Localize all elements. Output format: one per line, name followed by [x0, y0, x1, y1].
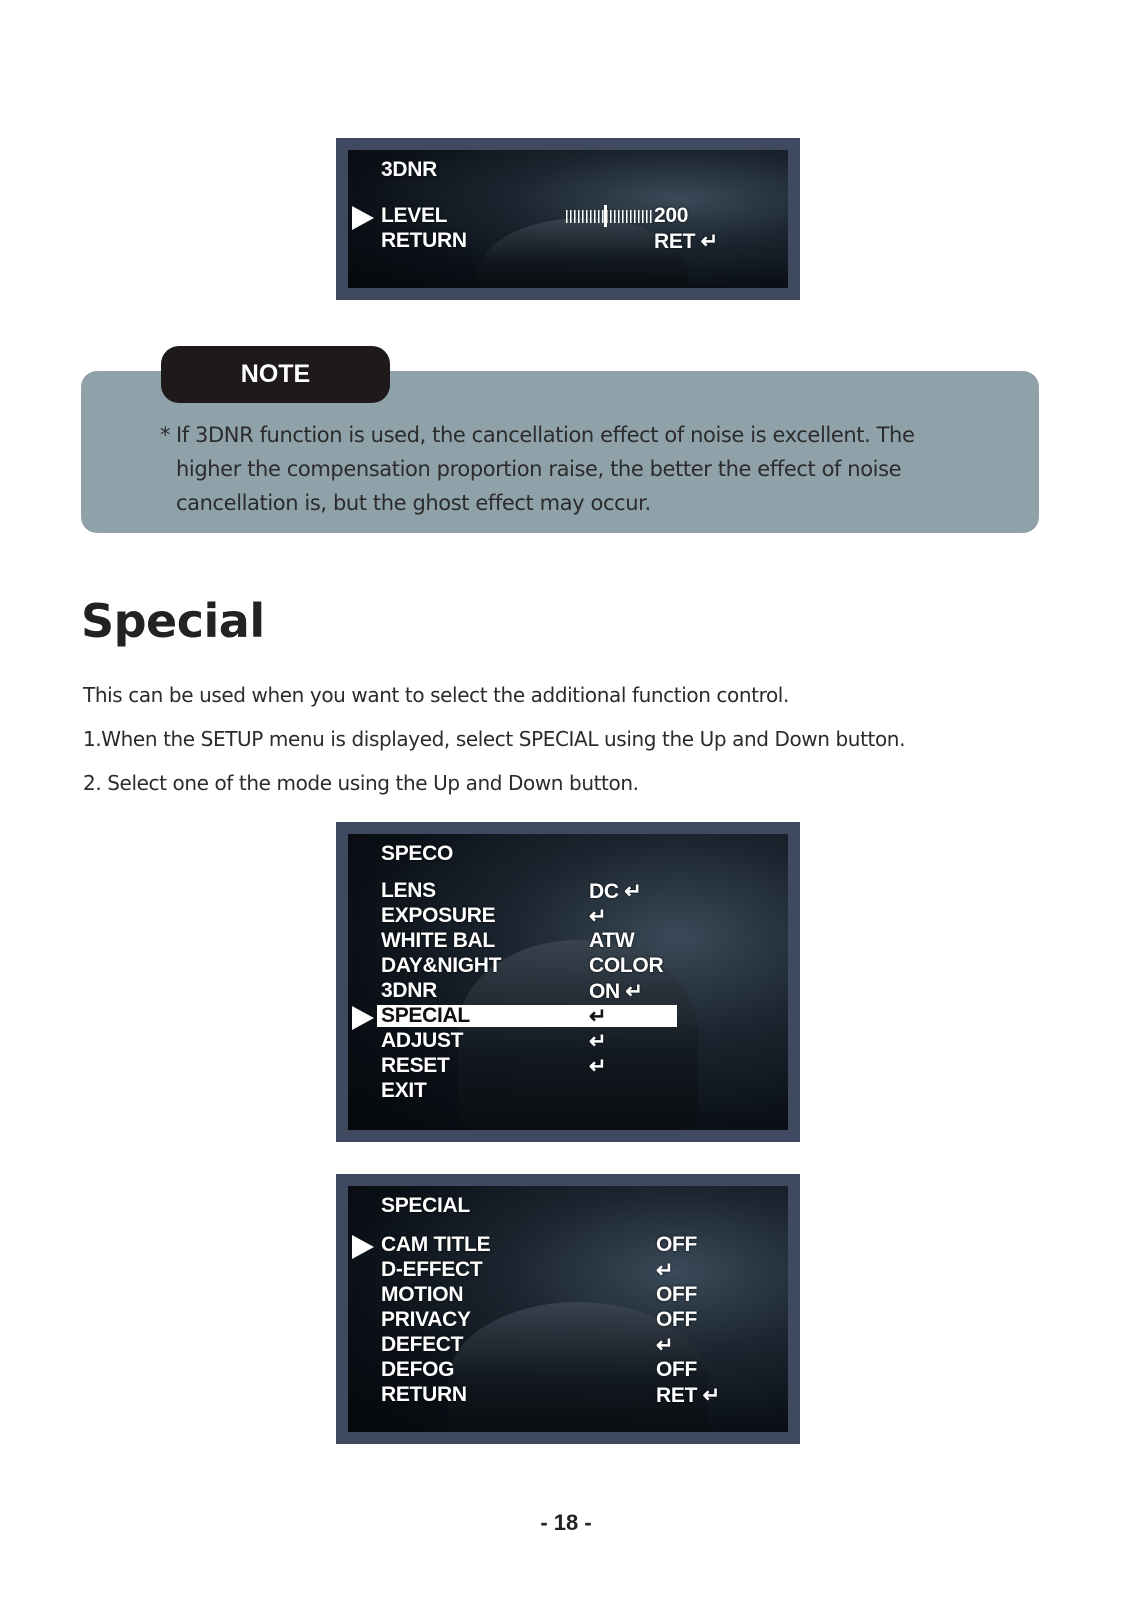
osd-3dnr-title: 3DNR	[381, 158, 437, 181]
osd-special-value-defect: ↵	[656, 1334, 674, 1357]
osd-special-label-privacy: PRIVACY	[381, 1308, 471, 1331]
osd-speco-value-special: ↵	[589, 1005, 607, 1028]
osd-special-value-cam-title: OFF	[656, 1233, 698, 1256]
level-slider-knob	[604, 205, 607, 227]
osd-speco-label-special: SPECIAL	[381, 1004, 470, 1027]
osd-special-label-defog: DEFOG	[381, 1358, 455, 1381]
osd-speco-label-day-night: DAY&NIGHT	[381, 954, 502, 977]
osd-speco-value-day-night: COLOR	[589, 954, 664, 977]
cursor-arrow-icon	[352, 206, 374, 230]
osd-speco-value-lens: DC ↵	[589, 880, 642, 903]
osd-speco-value-reset: ↵	[589, 1055, 607, 1078]
note-marker: *	[160, 423, 171, 447]
osd-3dnr-row-return	[348, 229, 788, 254]
osd-3dnr-row-level	[348, 204, 788, 229]
osd-speco-label-lens: LENS	[381, 879, 436, 902]
note-text	[160, 418, 980, 520]
osd-special-background	[348, 1186, 788, 1432]
osd-special-value-privacy: OFF	[656, 1308, 698, 1331]
osd-special-row-defect	[348, 1333, 788, 1358]
osd-speco-row-adjust	[348, 1029, 788, 1054]
section-line-2: 1.When the SETUP menu is displayed, select SPECIAL using the Up and Down button.	[83, 727, 906, 751]
cursor-arrow-icon	[352, 1006, 374, 1030]
note-body: If 3DNR function is used, the cancellation effect of noise is excellent. The higher the compensation proportion raise, the better the effect of noise cancellation is, but the ghost effect may occur.	[176, 423, 915, 515]
osd-speco-screen	[336, 822, 800, 1142]
osd-speco-label-3dnr: 3DNR	[381, 979, 437, 1002]
osd-special-value-defog: OFF	[656, 1358, 698, 1381]
osd-3dnr-label-level: LEVEL	[381, 204, 448, 227]
osd-speco-value-white-bal: ATW	[589, 929, 635, 952]
osd-special-value-motion: OFF	[656, 1283, 698, 1306]
osd-special-label-defect: DEFECT	[381, 1333, 464, 1356]
osd-speco-value-3dnr: ON ↵	[589, 980, 643, 1003]
osd-special-row-privacy	[348, 1308, 788, 1333]
osd-speco-row-reset	[348, 1054, 788, 1079]
page-number: - 18 -	[540, 1510, 592, 1535]
osd-special-label-motion: MOTION	[381, 1283, 464, 1306]
osd-speco-label-reset: RESET	[381, 1054, 450, 1077]
osd-special-row-motion	[348, 1283, 788, 1308]
osd-special-row-cam-title	[348, 1233, 788, 1258]
osd-speco-row-exit	[348, 1079, 788, 1104]
section-title: Special	[81, 594, 265, 648]
osd-speco-value-exposure: ↵	[589, 905, 607, 928]
osd-special-value-d-effect: ↵	[656, 1259, 674, 1282]
osd-special-row-return	[348, 1383, 788, 1408]
osd-special-screen	[336, 1174, 800, 1444]
osd-speco-background	[348, 834, 788, 1130]
osd-speco-value-adjust: ↵	[589, 1030, 607, 1053]
osd-speco-label-adjust: ADJUST	[381, 1029, 464, 1052]
osd-special-title: SPECIAL	[381, 1194, 470, 1217]
osd-3dnr-value-level: 200	[654, 204, 689, 227]
osd-speco-row-exposure	[348, 904, 788, 929]
osd-speco-title: SPECO	[381, 842, 454, 865]
section-line-3: 2. Select one of the mode using the Up and Down button.	[83, 771, 639, 795]
osd-speco-row-day-night	[348, 954, 788, 979]
osd-speco-label-exposure: EXPOSURE	[381, 904, 496, 927]
osd-special-row-d-effect	[348, 1258, 788, 1283]
osd-speco-label-exit: EXIT	[381, 1079, 427, 1102]
osd-speco-label-white-bal: WHITE BAL	[381, 929, 495, 952]
osd-special-label-cam-title: CAM TITLE	[381, 1233, 491, 1256]
osd-speco-row-lens	[348, 879, 788, 904]
osd-speco-row-3dnr	[348, 979, 788, 1004]
osd-3dnr-background	[348, 150, 788, 288]
osd-special-label-return: RETURN	[381, 1383, 467, 1406]
note-tab: NOTE	[161, 346, 390, 403]
level-slider	[566, 210, 652, 223]
osd-special-label-d-effect: D-EFFECT	[381, 1258, 483, 1281]
osd-speco-row-special	[348, 1004, 788, 1029]
section-line-1: This can be used when you want to select the additional function control.	[83, 683, 789, 707]
osd-special-value-return: RET ↵	[656, 1384, 720, 1407]
cursor-arrow-icon	[352, 1235, 374, 1259]
osd-3dnr-value-return: RET ↵	[654, 230, 718, 253]
osd-3dnr-screen	[336, 138, 800, 300]
osd-speco-row-white-bal	[348, 929, 788, 954]
osd-special-row-defog	[348, 1358, 788, 1383]
osd-3dnr-label-return: RETURN	[381, 229, 467, 252]
